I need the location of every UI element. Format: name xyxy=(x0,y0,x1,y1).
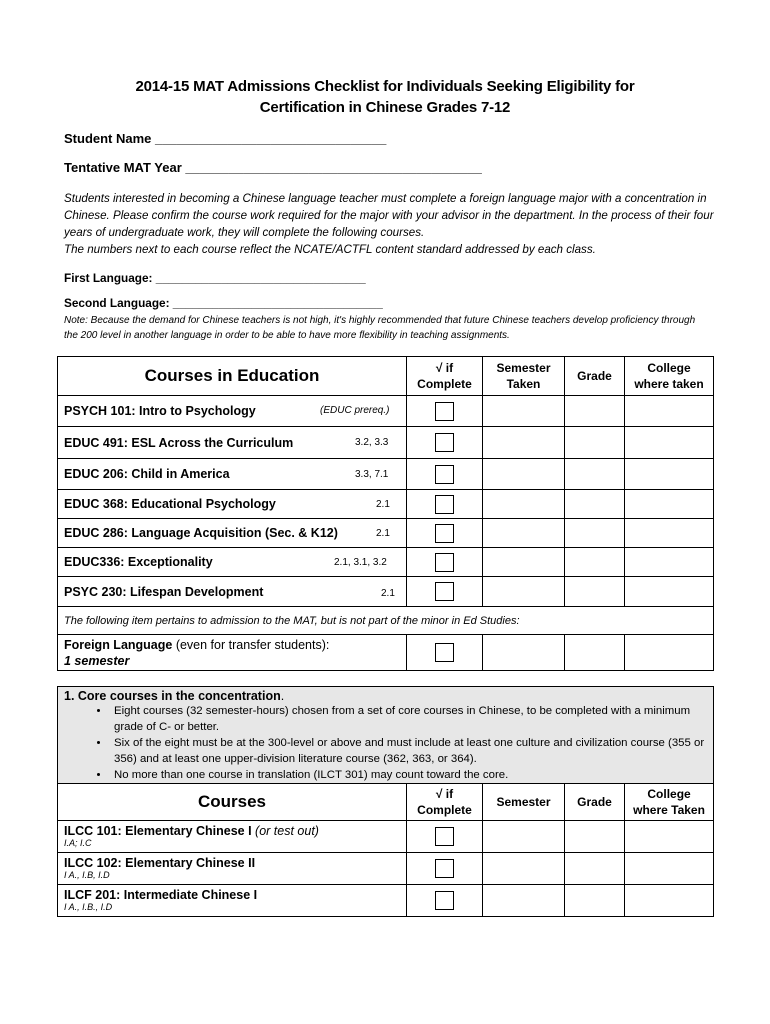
grade-cell[interactable] xyxy=(565,548,625,577)
courses-heading: Courses xyxy=(58,784,407,821)
table-header-row xyxy=(58,357,714,396)
college-cell[interactable] xyxy=(625,548,714,577)
table-row xyxy=(58,548,714,577)
college-cell[interactable] xyxy=(625,635,714,671)
table-row xyxy=(58,853,714,885)
complete-checkbox[interactable] xyxy=(435,433,454,452)
grade-cell[interactable] xyxy=(565,459,625,490)
complete-checkbox[interactable] xyxy=(435,859,454,878)
semester-cell[interactable] xyxy=(483,548,565,577)
complete-checkbox[interactable] xyxy=(435,891,454,910)
complete-checkbox[interactable] xyxy=(435,643,454,662)
pertains-note: The following item pertains to admission to the MAT, but is not part of the minor in Ed Studies: xyxy=(58,607,714,635)
complete-checkbox[interactable] xyxy=(435,402,454,421)
chinese-courses-table xyxy=(57,686,714,917)
complete-cell[interactable] xyxy=(407,427,483,459)
table-row xyxy=(58,396,714,427)
grade-cell[interactable] xyxy=(565,853,625,885)
course-name: PSYC 230: Lifespan Development 2.1 xyxy=(58,577,407,607)
title-line-2: Certification in Chinese Grades 7-12 xyxy=(259,99,511,116)
course-name: ILCC 101: Elementary Chinese I (or test out) I.A; I.C xyxy=(58,821,407,853)
complete-cell[interactable] xyxy=(407,853,483,885)
student-name-field[interactable]: Student Name ________________________________ xyxy=(64,131,387,146)
pertains-row xyxy=(58,607,714,635)
table-row xyxy=(58,427,714,459)
course-name: EDUC 368: Educational Psychology 2.1 xyxy=(58,490,407,519)
college-cell[interactable] xyxy=(625,577,714,607)
complete-cell[interactable] xyxy=(407,885,483,917)
complete-checkbox[interactable] xyxy=(435,553,454,572)
semester-cell[interactable] xyxy=(483,459,565,490)
college-cell[interactable] xyxy=(625,427,714,459)
table-row xyxy=(58,635,714,671)
course-standard: I.A; I.C xyxy=(64,838,92,848)
course-standard: I A., I.B., I.D xyxy=(64,902,113,912)
course-standard: 2.1 xyxy=(376,528,390,539)
semester-cell[interactable] xyxy=(483,396,565,427)
intro-text xyxy=(64,190,716,258)
grade-cell[interactable] xyxy=(565,885,625,917)
course-name: PSYCH 101: Intro to Psychology (EDUC prereq.) xyxy=(58,396,407,427)
college-cell[interactable] xyxy=(625,459,714,490)
complete-cell[interactable] xyxy=(407,459,483,490)
semester-cell[interactable] xyxy=(483,577,565,607)
course-standard: 2.1 xyxy=(376,499,390,510)
complete-checkbox[interactable] xyxy=(435,524,454,543)
grade-cell[interactable] xyxy=(565,396,625,427)
semester-cell[interactable] xyxy=(483,519,565,548)
core-requirements-list xyxy=(58,703,713,783)
education-courses-table xyxy=(57,356,714,671)
course-standard: I A., I.B, I.D xyxy=(64,870,110,880)
col-college-header: College where taken xyxy=(625,357,714,396)
grade-cell[interactable] xyxy=(565,577,625,607)
college-cell[interactable] xyxy=(625,853,714,885)
complete-checkbox[interactable] xyxy=(435,465,454,484)
college-cell[interactable] xyxy=(625,519,714,548)
col-semester-header: Semester Taken xyxy=(483,357,565,396)
complete-checkbox[interactable] xyxy=(435,495,454,514)
course-standard: (EDUC prereq.) xyxy=(320,405,390,416)
intro-standards: The numbers next to each course reflect the NCATE/ACTFL content standard addressed by each class. xyxy=(64,243,596,256)
table-row xyxy=(58,519,714,548)
grade-cell[interactable] xyxy=(565,519,625,548)
college-cell[interactable] xyxy=(625,885,714,917)
foreign-language-semester: 1 semester xyxy=(64,653,130,668)
grade-cell[interactable] xyxy=(565,427,625,459)
grade-cell[interactable] xyxy=(565,635,625,671)
course-name: EDUC 491: ESL Across the Curriculum 3.2, 3.3 xyxy=(58,427,407,459)
college-cell[interactable] xyxy=(625,490,714,519)
list-item: • No more than one course in translation (ILCT 301) may count toward the core. xyxy=(110,767,713,783)
complete-checkbox[interactable] xyxy=(435,827,454,846)
complete-cell[interactable] xyxy=(407,635,483,671)
college-cell[interactable] xyxy=(625,821,714,853)
course-name: ILCC 102: Elementary Chinese II I A., I.B, I.D xyxy=(58,853,407,885)
course-standard: 2.1, 3.1, 3.2 xyxy=(334,557,387,568)
semester-cell[interactable] xyxy=(483,635,565,671)
course-standard: 3.3, 7.1 xyxy=(355,469,389,480)
semester-cell[interactable] xyxy=(483,427,565,459)
course-name: EDUC 206: Child in America 3.3, 7.1 xyxy=(58,459,407,490)
semester-cell[interactable] xyxy=(483,821,565,853)
semester-cell[interactable] xyxy=(483,490,565,519)
table-row xyxy=(58,885,714,917)
complete-checkbox[interactable] xyxy=(435,582,454,601)
course-name: EDUC 286: Language Acquisition (Sec. & K12) 2.1 xyxy=(58,519,407,548)
table-row xyxy=(58,821,714,853)
grade-cell[interactable] xyxy=(565,821,625,853)
core-section-title: 1. Core courses in the concentration. xyxy=(64,689,285,703)
core-section xyxy=(58,687,714,784)
semester-cell[interactable] xyxy=(483,885,565,917)
complete-cell[interactable] xyxy=(407,519,483,548)
list-item: • Eight courses (32 semester-hours) chosen from a set of core courses in Chinese, to be completed with a minimum grade of C- or better. xyxy=(110,703,713,735)
col-grade-header: Grade xyxy=(565,784,625,821)
list-item: • Six of the eight must be at the 300-level or above and must include at least one culture and civilization course (355 or 356) and at least one upper-division literature course (362, 363, or 364). xyxy=(110,735,713,767)
course-name: EDUC336: Exceptionality 2.1, 3.1, 3.2 xyxy=(58,548,407,577)
foreign-language-cell: Foreign Language (even for transfer students): 1 semester xyxy=(58,635,407,671)
course-standard: 2.1 xyxy=(381,588,395,599)
course-standard: 3.2, 3.3 xyxy=(355,437,389,448)
semester-cell[interactable] xyxy=(483,853,565,885)
mat-year-field[interactable]: Tentative MAT Year _________________________________________ xyxy=(64,160,482,175)
first-language-field[interactable]: First Language: ________________________________ xyxy=(64,271,366,285)
course-name: ILCF 201: Intermediate Chinese I I A., I.B., I.D xyxy=(58,885,407,917)
table-header-row xyxy=(58,784,714,821)
intro-paragraph: Students interested in becoming a Chinese language teacher must complete a foreign language major with a concentration in Chinese. Please confirm the course work required for the major with your advisor in the department. In the process of their four years of undergraduate work, they will complete the following courses. xyxy=(64,192,714,239)
college-cell[interactable] xyxy=(625,396,714,427)
col-complete-header: √ if Complete xyxy=(407,357,483,396)
title-line-1: 2014-15 MAT Admissions Checklist for Individuals Seeking Eligibility for xyxy=(135,78,635,95)
education-heading: Courses in Education xyxy=(58,357,407,396)
second-language-field[interactable]: Second Language: ________________________________ xyxy=(64,296,383,310)
complete-cell[interactable] xyxy=(407,490,483,519)
complete-cell[interactable] xyxy=(407,548,483,577)
col-complete-header: √ if Complete xyxy=(407,784,483,821)
note-text: Note: Because the demand for Chinese teachers is not high, it's highly recommended that future Chinese teachers develop proficiency through the 200 level in another language in order to be able to have more flexibility in teaching assignments. xyxy=(64,315,696,341)
page-title xyxy=(0,76,770,118)
complete-cell[interactable] xyxy=(407,577,483,607)
core-section-row xyxy=(58,687,714,784)
table-row xyxy=(58,490,714,519)
col-college-header: College where Taken xyxy=(625,784,714,821)
table-row xyxy=(58,459,714,490)
complete-cell[interactable] xyxy=(407,821,483,853)
table-row xyxy=(58,577,714,607)
col-grade-header: Grade xyxy=(565,357,625,396)
grade-cell[interactable] xyxy=(565,490,625,519)
complete-cell[interactable] xyxy=(407,396,483,427)
col-semester-header: Semester xyxy=(483,784,565,821)
